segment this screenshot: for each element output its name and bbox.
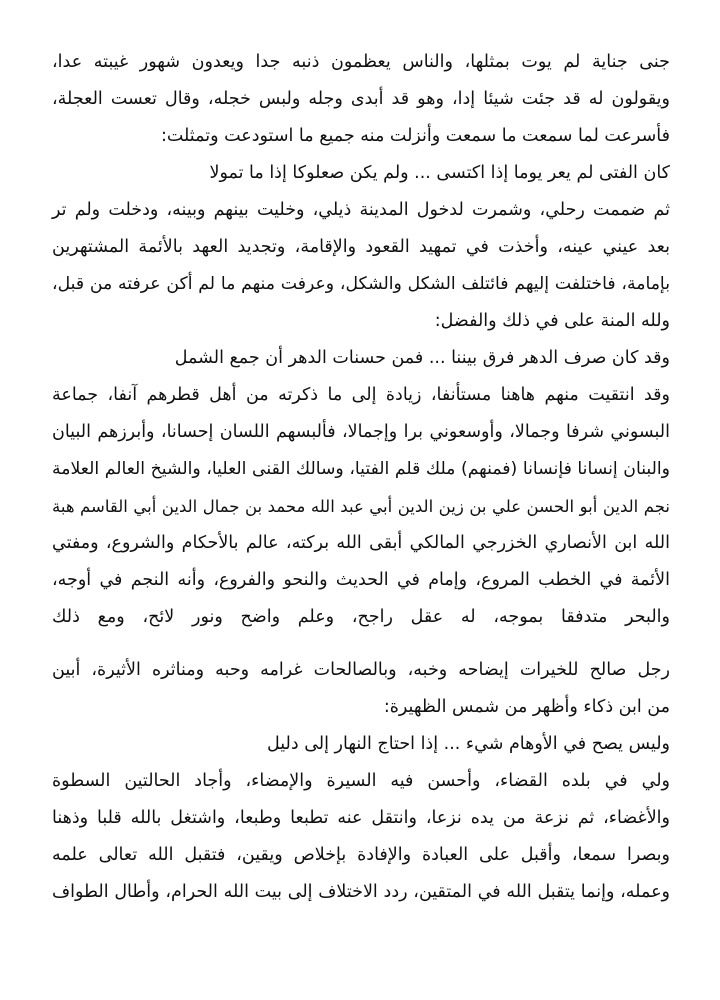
verse-line-2: وقد كان صرف الدهر فرق بيننا ... فمن حسنات الدهر أن جمع الشمل xyxy=(174,348,670,368)
text-line-13: نجم الدين أبو الحسن علي بن زين الدين أبي عبد الله محمد بن جمال الدين أبي القاسم هبة xyxy=(52,497,670,516)
text-line-12: والبنان إنسانا فإنسانا (فمنهم) ملك قلم الفتيا، وسالك القنى العليا، والشيخ العالم العلامة xyxy=(52,459,670,479)
text-line-16: والبحر متدفقا بموجه، له عقل راجح، وعلم واضح ونور لائح، ومع ذلك xyxy=(52,607,670,627)
text-line-17: رجل صالح للخيرات إيضاحه وخبه، وبالصالحات غرامه وحبه ومناثره الأثيرة، أبين xyxy=(52,660,670,680)
text-line-6: بعد عيني عينه، وأخذت في تمهيد القعود والإقامة، وتجديد العهد بالأئمة المشتهرين xyxy=(52,237,670,257)
verse-line-1: كان الفتى لم يعر يوما إذا اكتسى ... ولم يكن صعلوكا إذا ما تمولا xyxy=(209,163,670,183)
text-line-14: الله ابن الأنصاري الخزرجي المالكي أبقى الله بركته، عالم بالأحكام والشروع، ومفتي xyxy=(52,533,670,553)
paragraph-gap xyxy=(52,636,670,652)
text-line-2: ويقولون له قد جئت شيئا إدا، وهو قد أبدى وجله ولبس خجله، وقال تعست العجلة، xyxy=(52,89,670,109)
text-line-8: ولله المنة على في ذلك والفضل: xyxy=(434,311,670,331)
text-line-11: البسوني شرفا وجمالا، وأوسعوني برا وإجمالا، فألبسهم اللسان إحسانا، وأبرزهم البيان xyxy=(52,422,670,442)
text-line-15: الأئمة في الخطب المروع، وإمام في الحديث والنحو والفروع، وأنه النجم في أوجه، xyxy=(52,570,670,590)
text-line-23: وعمله، وإنما يتقبل الله في المتقين، ردد الاختلاف إلى بيت الله الحرام، وأطال الطواف xyxy=(52,882,670,902)
text-line-18: من ابن ذكاء وأظهر من شمس الظهيرة: xyxy=(383,697,670,717)
text-line-3: فأسرعت لما سمعت ما سمعت وأنزلت منه جميع ما استودعت وتمثلت: xyxy=(160,126,670,146)
text-line-1: جنى جناية لم يوت بمثلها، والناس يعظمون ذنبه جدا ويعدون شهور غيبته عدا، xyxy=(52,52,670,72)
verse-line-3: وليس يصح في الأوهام شيء ... إذا احتاج النهار إلى دليل xyxy=(266,734,670,754)
text-line-22: وبصرا سمعا، وأقبل على العبادة والإفادة بإخلاص ويقين، فتقبل الله تعالى علمه xyxy=(52,845,670,865)
text-line-20: ولي في بلده القضاء، وأحسن فيه السيرة والإمضاء، وأجاد الحالتين السطوة xyxy=(52,771,670,791)
text-line-21: والأغضاء، ثم نزعة من يده نزعا، وانتقل عنه تطبعا وطبعا، واشتغل بالله قلبا وذهنا xyxy=(52,808,670,828)
text-line-5: ثم ضممت رحلي، وشمرت لدخول المدينة ذيلي، وخليت بينهم وبينه، ودخلت ولم تر xyxy=(52,200,670,220)
text-line-7: بإمامة، فاختلفت إليهم فائتلف الشكل والشكل، وعرفت منهم ما لم أكن عرفته من قبل، xyxy=(52,274,670,294)
document-page xyxy=(52,44,670,911)
text-line-10: وقد انتقيت منهم هاهنا مستأنفا، زيادة إلى ما ذكرته من أهل قطرهم آنفا، جماعة xyxy=(52,385,670,405)
